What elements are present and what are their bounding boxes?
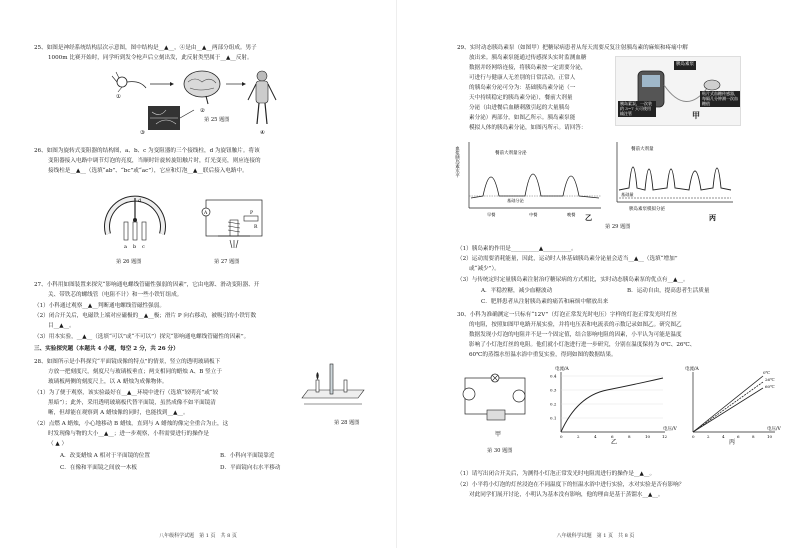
current-voltage-graph-bing [681, 362, 781, 446]
q28-option-a: A．改变蜡烛 A 相对于平面镜的位置 [60, 453, 150, 459]
q29-sub1: （1）胰岛素的作用是__________▲__________。 [457, 246, 577, 252]
q29-line5: 的胰岛素分泌可分为：基础胰岛素分泌（一 [469, 85, 576, 91]
terminal-d: d [138, 198, 142, 204]
q29-sub3: （3）与传统定时定量胰岛素注射治疗糖尿病的方式相比，实时动态胰岛素泵的优点有__▲__。 [457, 277, 689, 283]
q28-option-c: C．在像和平面镜之间放一木板 [60, 465, 137, 471]
nervous-system-figure [110, 68, 320, 148]
terminal-a: a [124, 244, 127, 250]
electromagnet-circuit-figure [200, 194, 270, 256]
q26-line1: 26、如图为旋转式变阻器的结构图，a、b、c 为变阻器的三个接线柱，d 为旋钮触片。将该 [34, 148, 260, 154]
q27-line4: （2）闭合开关后，电磁铁上端对应磁极的__▲__极；滑片 P 向右移动，被吸引的小铁钉数 [34, 313, 257, 319]
slider-label: P [250, 211, 254, 216]
terminal-c: c [142, 244, 145, 250]
q30-caption: 第 30 题图 [487, 448, 513, 454]
insulin-secretion-chart [455, 138, 605, 222]
series-0c: 0℃ [763, 370, 771, 375]
series-26c: 26℃ [765, 377, 775, 382]
graph-yi-xlabel: 电压/V [663, 427, 677, 432]
q29-line8: 素分泌）两部分，如图乙所示。胰岛素泵能 [469, 115, 576, 121]
right-page [397, 0, 794, 548]
graph-yi-ytick: 0.3 [550, 387, 557, 393]
pump-label-1: 胰岛素泵 [674, 61, 696, 70]
right-page-footer: 八年级科学试题 第 1 页 共 8 页 [556, 532, 635, 539]
q28-line3: 玻璃板两侧的刻度尺上，以 A 蜡烛为成像物体。 [48, 379, 168, 385]
q30-line2: 的电阻，按照如图甲电路开展实验，并将电压表和电流表的示数记录如图乙。研究图乙 [469, 322, 682, 328]
q28-line4: （1）为了便于观察，该实验最好在__▲__环境中进行（选填“较明亮”或“较 [34, 390, 219, 396]
graph-yi-xtick: 2 [577, 434, 580, 439]
label-4: ④ [260, 130, 265, 136]
q28-option-b: B．小科向平面镜靠近 [220, 453, 275, 459]
brain-icon [184, 71, 220, 104]
q28-caption: 第 28 题图 [334, 420, 360, 426]
q29-line1: 29、实时动态胰岛素泵（如图甲）把糖尿病患者从每天需要反复注射胰岛素的麻烦和疼痛中解 [457, 45, 688, 51]
q30-sub1: （1）请写出闭合开关后，为测得小灯泡正常发光时电阻需进行的操作是__▲__。 [457, 471, 656, 477]
graph-yi-name: 乙 [611, 439, 618, 446]
chart-yi-meal-2: 中餐 [529, 212, 538, 217]
graph-yi-xtick: 8 [628, 434, 631, 439]
graph-yi-xtick: 10 [645, 434, 651, 439]
q28-line2: 方放一把刻度尺，刻度尺与玻璃板垂直；两支相同的蜡烛 A、B 竖立于 [48, 369, 222, 375]
pump-label-3: 胰岛素泵，一次装约 3~7 天可使用 输注管 [618, 101, 656, 117]
q30-line5: 60℃的蒸馏水恒温水浴中重复实验，得到如图的数据结果。 [469, 352, 617, 358]
q29-line3: 数据并经网络连接，将胰岛素按一定需要分泌， [469, 65, 587, 71]
q25-line1: 25、如图是神经系统结构层次示意图，图中结构是__▲__，④是由__▲__两部分组成。男子 [34, 45, 257, 51]
chart-yi-name: 乙 [585, 213, 592, 222]
section-heading: 三、实验探究题（本题共 4 小题，每空 2 分，共 26 分） [34, 346, 179, 352]
left-page-footer: 八年级科学试题 第 1 页 共 8 页 [159, 532, 237, 539]
pump-label-4: 贴片式血糖传感器，每隔几分钟测一次血糖值 [702, 91, 738, 106]
chart-yi-meal-1: 早餐 [487, 212, 496, 217]
battery-icon [487, 410, 505, 420]
chart-yi-peak-label: 餐前大剂量分泌 [495, 151, 527, 156]
pump-figure-name: 甲 [692, 110, 700, 120]
q25-line2: 1000m 比赛开始时，同学听到发令枪声后立刻出发，此反射类型属于__▲__反射。 [48, 55, 253, 61]
graph-yi-xtick: 6 [611, 434, 614, 439]
q30-sub2b: 对此同学们展开讨论，小明认为基本没有影响，他的理由是基于蒸馏水__▲__。 [469, 492, 664, 498]
circuit-jia-name: 甲 [495, 431, 502, 438]
graph-bing-xlabel: 电压/V [767, 427, 781, 432]
q29-caption: 第 29 题图 [605, 224, 631, 230]
q30-line1: 30、小科为准确测定一只标有“12V”（灯泡正常发光时电压）字样的灯泡正常发光时灯丝 [457, 312, 677, 318]
q26-line2: 变阻器接入电路中调节灯泡的亮度，当顺时针旋转旋钮触片时，灯光变亮，则应连接的 [48, 158, 261, 164]
human-body-icon [248, 71, 276, 124]
chart-yi-meal-3: 晚餐 [567, 212, 576, 217]
graph-yi-ylabel: 电流/A [555, 367, 569, 372]
current-voltage-graph-yi [547, 362, 675, 446]
q27-line5: 目__▲__。 [48, 323, 75, 329]
q28-line5: 黑暗”）；此外，采用透明玻璃板代替平面镜，虽然成像不如平面镜清 [48, 400, 216, 406]
q26-line3: 接线柱是__▲__（选填“ab”、“bc”或“ac”），它应和灯泡__▲__联后接入电路中。 [48, 168, 248, 174]
series-60c: 60℃ [765, 384, 775, 389]
graph-bing-xtick: 0 [692, 434, 695, 439]
q29-sub2b: 或“减少”）。 [469, 266, 500, 272]
q25-caption: 第 25 题图 [204, 117, 230, 123]
graph-yi-xtick: 4 [594, 434, 597, 439]
graph-bing-xtick: 4 [722, 434, 725, 439]
q29-line9: 模拟人体的胰岛素分泌，如图丙所示。请回答： [469, 125, 587, 131]
ammeter-icon [463, 388, 475, 400]
graph-yi-xtick: 0 [560, 434, 563, 439]
graph-yi-ytick: 0.2 [550, 401, 557, 407]
q30-sub2: （2）小平将小灯泡的灯丝浸泡在不同温度下的恒温水浴中进行实验，水对实验是否有影响？ [457, 482, 685, 488]
graph-bing-name: 丙 [729, 439, 736, 446]
q26-caption: 第 26 题图 [116, 259, 142, 265]
insulin-pump-photo [615, 56, 741, 126]
graph-bing-ylabel: 电流/A [685, 367, 699, 372]
q27-line2: 关、带铁芯的螺线管（电阻不计）和一些小铁钉组成。 [48, 292, 183, 298]
ammeter-label: A [204, 211, 208, 216]
chart-bing-peak-label: 餐前大剂量 [631, 147, 654, 152]
label-1: ① [116, 94, 121, 100]
q27-line6: （3）用本实验，__▲__（选填“可以”或“不可以”）探究“影响通电螺线管磁性的因素”。 [34, 334, 250, 340]
chart-yi-base-label: 基础分泌 [507, 198, 524, 203]
terminal-b: b [133, 244, 137, 250]
chart-bing-xlabel: 胰岛素泵模拟分泌 [629, 207, 665, 212]
q29-option-c: C．肥胖患者从注射胰岛素的痛苦和麻烦中解放出来 [481, 299, 609, 305]
chart-bing-base-label: 基础量 [621, 192, 634, 197]
graph-bing-xtick: 10 [767, 434, 773, 439]
q28-line8: 时发现像与物的大小__▲__；进一步观察，小科需要进行的操作是 [48, 431, 209, 437]
lamp-circuit-figure [459, 370, 535, 440]
q29-option-b: B．运动自由，提高患者生活质量 [627, 288, 710, 294]
q28-option-d: D．平面镜向右水平移动 [220, 465, 281, 471]
neuron-icon [112, 72, 146, 92]
q28-line6: 晰，但却能在观察到 A 蜡烛像的同时，也能找到__▲__。 [48, 410, 189, 416]
graph-bing-xtick: 8 [752, 434, 755, 439]
rheostat-label: R [254, 225, 258, 230]
graph-bing-xtick: 2 [707, 434, 710, 439]
q29-line4: 可进行与健康人无差别的日常活动。正常人 [469, 75, 576, 81]
q28-line7: （2）点燃 A 蜡烛，小心地移动 B 蜡烛，直到与 A 蜡烛的像完全重合为止，这 [34, 421, 229, 427]
chart-yi-ylabel: 血浆胰岛素水平 [454, 146, 460, 178]
graph-yi-ytick: 0.4 [550, 373, 557, 379]
graph-yi-xtick: 12 [662, 434, 668, 439]
q29-line6: 天中持续稳定的胰岛素分泌），餐前大剂量 [469, 95, 573, 101]
q27-caption: 第 27 题图 [214, 259, 240, 265]
q29-line7: 分泌（由进餐后血糖刺激引起的大量胰岛 [469, 105, 570, 111]
label-3: ③ [140, 130, 145, 136]
q28-line1: 28、如图所示是小科探究“平面镜成像的特点”的情景，竖立的透明玻璃板下 [34, 359, 221, 365]
rotary-rheostat-figure [100, 190, 170, 252]
graph-bing-xtick: 6 [737, 434, 740, 439]
q27-line3: （1）小科通过观察__▲__判断通电螺线管磁性强弱。 [34, 303, 165, 309]
graph-yi-ytick: 0.1 [550, 415, 557, 421]
q30-line4: 影响了小灯泡灯丝的电阻。他们就小灯泡进行进一步研究，分别在温度保持为 0℃、26℃、 [469, 342, 696, 348]
q28-line9: （ ▲ ） [48, 441, 68, 447]
glucose-sensor-icon [704, 80, 720, 90]
q29-line2: 放出来。胰岛素泵能通过传感探头实时监测血糖 [469, 55, 587, 61]
q27-line1: 27、小科用如图装置来探究“影响通电螺线管磁性强弱的因素”，它由电源、滑动变阻器、开 [34, 282, 260, 288]
pump-simulation-chart [609, 138, 737, 222]
q29-sub2: （2）运动需要消耗能量，因此，运动时人体基础胰岛素分泌量会适当__▲__（选填“增加” [457, 256, 678, 262]
label-2: ② [200, 108, 205, 114]
q29-option-a: A．平稳控糖，减少血糖波动 [481, 288, 553, 294]
mirror-experiment-figure [298, 360, 368, 412]
chart-bing-name: 丙 [709, 213, 716, 222]
q30-line3: 数据发现小灯泡的电阻并不是一个固定值，结合影响电阻的因素，小平认为可能是温度 [469, 332, 682, 338]
voltmeter-icon [513, 390, 525, 402]
